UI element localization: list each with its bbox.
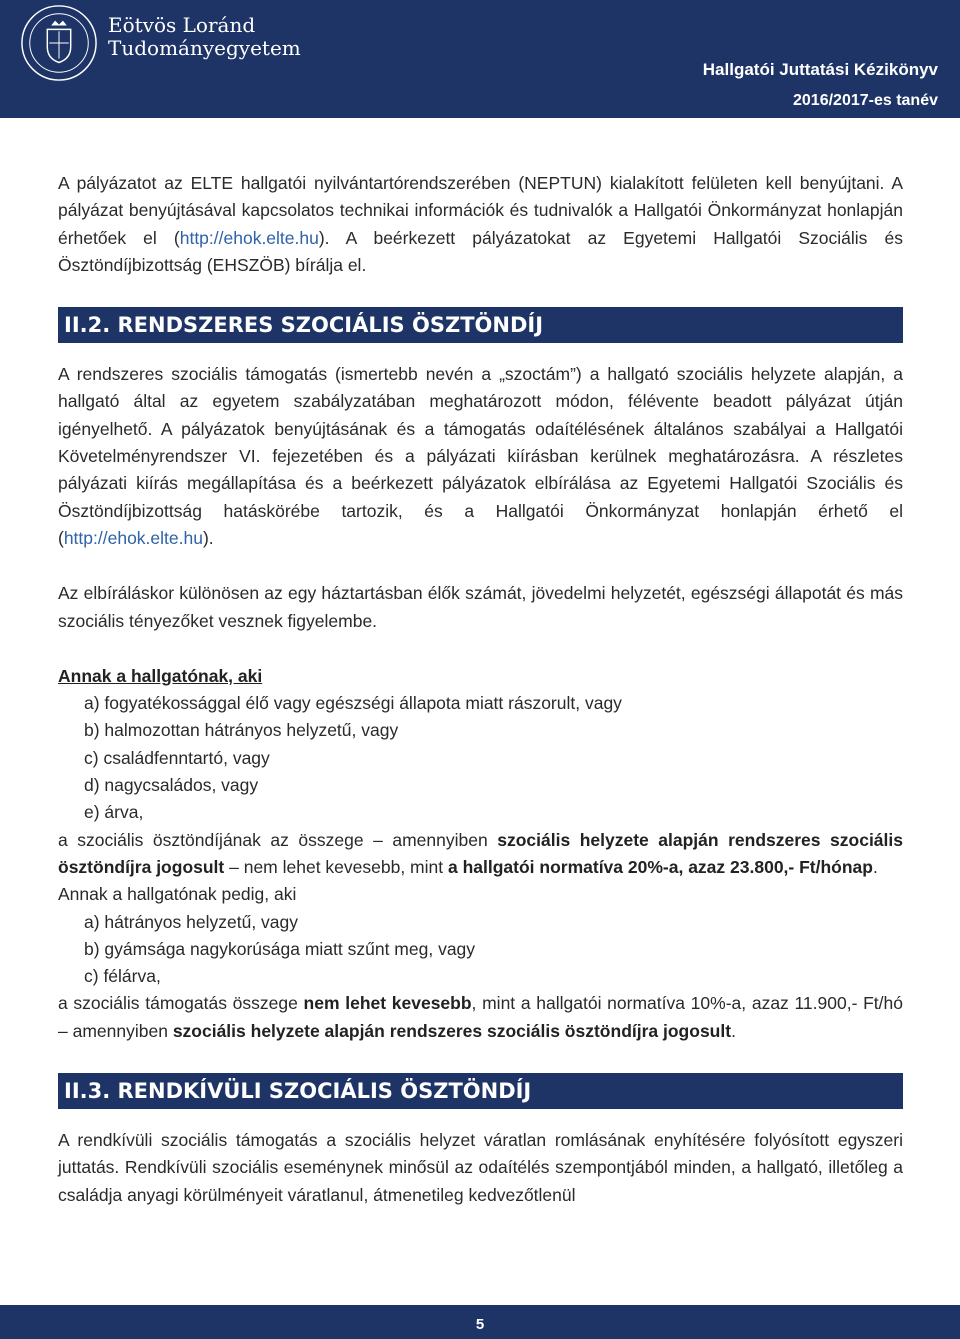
page-header (0, 0, 960, 118)
section2-paragraph-1 (58, 361, 903, 552)
section-heading-3: II.3. RENDKÍVÜLI SZOCIÁLIS ÖSZTÖNDÍJ (58, 1073, 903, 1109)
section2-p1-text-1: A rendszeres szociális támogatás (ismertebb nevén a „szoctám”) a hallgató szociális helyzete alapján, a hallgató által az egyetem szabályzatában meghatározott módon, félévente beadott pályázat útján igényelhető. A pályázatok benyújtásának és a támogatás odaítélésének általános szabályai a Hallgatói Követelményrendszer VI. fejezetében és a pályázati kiírásban kerülnek meghatározásra. A részletes pályázati kiírás megállapítása és a beérkezett pályázatok elbírálása az Egyetemi Hallgatói Szociális és Ösztöndíjbizottság hatáskörébe tartozik, és a Hallgatói Önkormányzat honlapján érhető el ( (58, 364, 903, 548)
university-name (108, 14, 301, 60)
list-item: c) családfenntartó, vagy (84, 747, 270, 768)
section2-p1-text-2: ). (202, 527, 214, 548)
academic-year: 2016/2017-es tanév (793, 92, 938, 109)
sum1-bold-1: szociális helyzete alapján rendszeres szociális ösztöndíjra jogosult (58, 829, 903, 877)
list2-title: Annak a hallgatónak pedig, aki (58, 884, 297, 905)
page-number: 5 (475, 1316, 485, 1333)
sum1-text-3: . (872, 856, 878, 877)
page-content (58, 170, 903, 1209)
university-name-line1: Eötvös Loránd (108, 13, 256, 37)
sum2-text-2: , mint a hallgatói normatíva 10%-a, azaz 11.900,- Ft/hó – amennyiben (58, 993, 903, 1041)
intro-text-2: ). A beérkezett pályázatokat az Egyetemi Hallgatói Szociális és Ösztöndíjbizottság (EHSZÖB) bírálja el. (58, 227, 903, 275)
list-item: e) árva, (84, 802, 144, 823)
ehok-link-2[interactable]: http://ehok.elte.hu (63, 527, 203, 548)
list-item: a) hátrányos helyzetű, vagy (84, 911, 299, 932)
list-item: c) félárva, (84, 966, 161, 987)
amount-paragraph-1 (58, 827, 903, 882)
list1-title-text: Annak a hallgatónak, aki (58, 665, 263, 686)
section-heading-2: II.2. RENDSZERES SZOCIÁLIS ÖSZTÖNDÍJ (58, 307, 903, 343)
list-item: a) fogyatékossággal élő vagy egészségi állapota miatt rászorult, vagy (84, 693, 622, 714)
intro-paragraph (58, 170, 903, 279)
list-item: d) nagycsaládos, vagy (84, 775, 259, 796)
sum1-bold-2: a hallgatói normatíva 20%-a, azaz 23.800,- Ft/hónap (447, 856, 873, 877)
university-name-line2: Tudományegyetem (108, 36, 301, 60)
list1 (58, 690, 903, 826)
section2-paragraph-2: Az elbíráláskor különösen az egy háztartásban élők számát, jövedelmi helyzetét, egészségi állapotát és más szociális tényezőket vesznek figyelembe. (58, 583, 903, 631)
list-item: b) gyámsága nagykorúsága miatt szűnt meg, vagy (84, 938, 476, 959)
handbook-title: Hallgatói Juttatási Kézikönyv (702, 60, 938, 79)
university-seal-logo (20, 4, 98, 82)
sum2-bold-2: szociális helyzete alapján rendszeres szociális ösztöndíjra jogosult (172, 1020, 732, 1041)
list-item: b) halmozottan hátrányos helyzetű, vagy (84, 720, 399, 741)
sum1-text-2: – nem lehet kevesebb, mint (224, 856, 448, 877)
sum2-bold-1: nem lehet kevesebb (303, 993, 472, 1014)
section3-paragraph-1: A rendkívüli szociális támogatás a szociális helyzet váratlan romlásának enyhítésére folyósított egyszeri juttatás. Rendkívüli szociális eseménynek minősül az odaítélés szempontjából minden, a hallgató, illetőleg a családja anyagi körülményeit váratlanul, átmenetileg kedvezőtlenül (58, 1130, 903, 1205)
amount-paragraph-2 (58, 990, 903, 1045)
sum2-text-3: . (731, 1020, 736, 1041)
ehok-link[interactable]: http://ehok.elte.hu (179, 227, 319, 248)
list2 (58, 909, 903, 991)
intro-text-1: A pályázatot az ELTE hallgatói nyilvántartórendszerében (NEPTUN) kialakított felületen kell benyújtani. A pályázat benyújtásával kapcsolatos technikai információk és tudnivalók a Hallgatói Önkormányzat honlapján érhetőek el ( (58, 173, 903, 248)
page-footer (0, 1305, 960, 1339)
sum1-text-1: a szociális ösztöndíjának az összege – amennyiben (58, 829, 498, 850)
sum2-text-1: a szociális támogatás összege (58, 993, 304, 1014)
list1-title (58, 663, 903, 690)
